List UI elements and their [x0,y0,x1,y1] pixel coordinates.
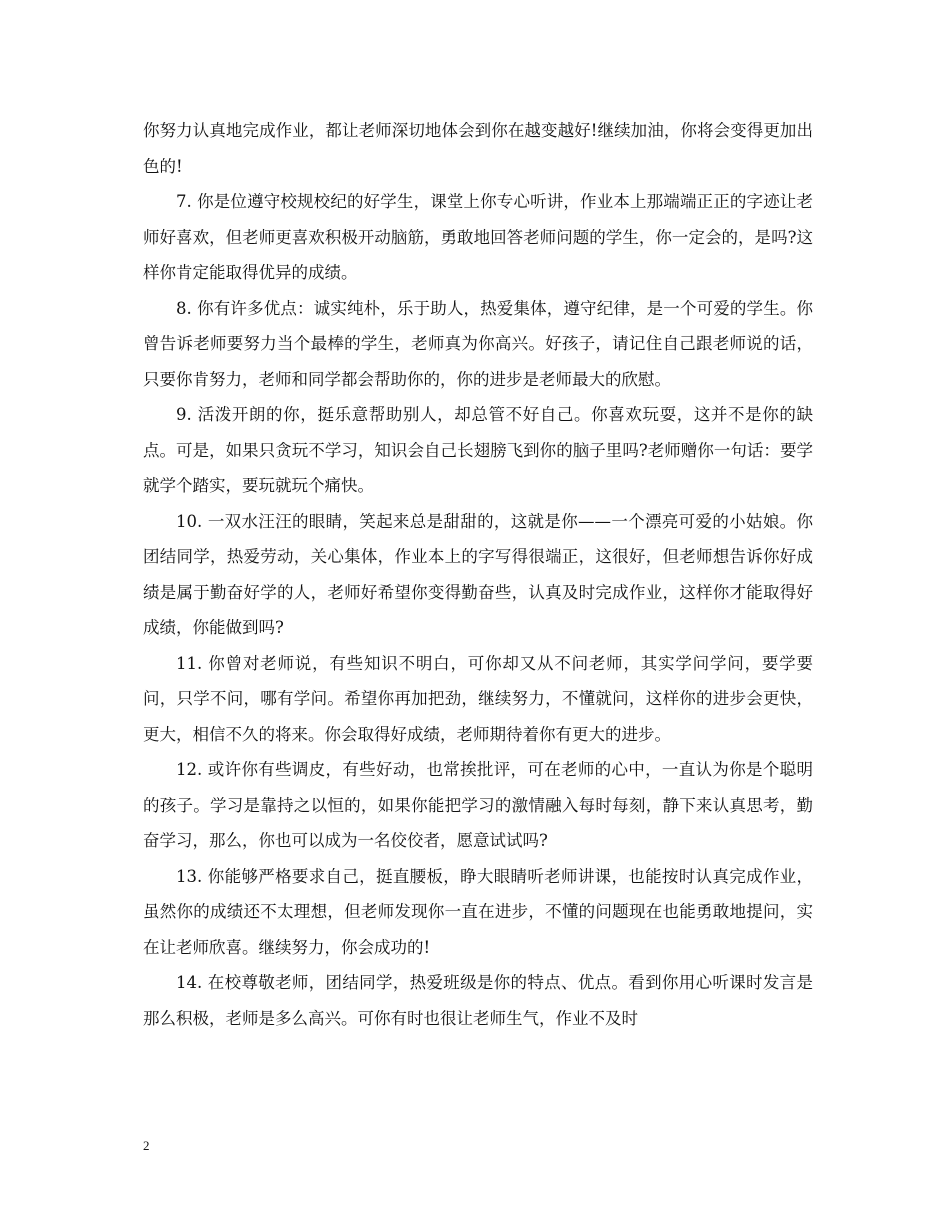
paragraph-item-14: 14. 在校尊敬老师，团结同学，热爱班级是你的特点、优点。看到你用心听课时发言是那么积极，老师是多么高兴。可你有时也很让老师生气，作业不及时 [143,973,813,1028]
paragraph-item-12: 12. 或许你有些调皮，有些好动，也常挨批评，可在老师的心中，一直认为你是个聪明的孩子。学习是靠持之以恒的，如果你能把学习的激情融入每时每刻，静下来认真思考，勤奋学习，那么，你也可以成为一名佼佼者，愿意试试吗? [143,760,813,850]
paragraph-item-8: 8. 你有许多优点：诚实纯朴，乐于助人，热爱集体，遵守纪律，是一个可爱的学生。你曾告诉老师要努力当个最棒的学生，老师真为你高兴。好孩子，请记住自己跟老师说的话，只要你肯努力，老师和同学都会帮助你的，你的进步是老师最大的欣慰。 [143,298,813,389]
paragraph-item-10: 10. 一双水汪汪的眼睛，笑起来总是甜甜的，这就是你——一个漂亮可爱的小姑娘。你团结同学，热爱劳动，关心集体，作业本上的字写得很端正，这很好，但老师想告诉你好成绩是属于勤奋好学的人，老师好希望你变得勤奋些，认真及时完成作业，这样你才能取得好成绩，你能做到吗? [143,511,813,637]
paragraph-item-11: 11. 你曾对老师说，有些知识不明白，可你却又从不问老师，其实学问学问，要学要问，只学不问，哪有学问。希望你再加把劲，继续努力，不懂就问，这样你的进步会更快，更大，相信不久的将来。你会取得好成绩，老师期待着你有更大的进步。 [143,653,813,744]
paragraph-item-9: 9. 活泼开朗的你，挺乐意帮助别人，却总管不好自己。你喜欢玩耍，这并不是你的缺点。可是，如果只贪玩不学习，知识会自己长翅膀飞到你的脑子里吗?老师赠你一句话：要学就学个踏实，要玩就玩个痛快。 [143,405,813,495]
paragraph-item-7: 7. 你是位遵守校规校纪的好学生，课堂上你专心听讲，作业本上那端端正正的字迹让老师好喜欢，但老师更喜欢积极开动脑筋，勇敢地回答老师问题的学生，你一定会的，是吗?这样你肯定能取得优异的成绩。 [143,192,813,282]
paragraph-item-13: 13. 你能够严格要求自己，挺直腰板，睁大眼睛听老师讲课，也能按时认真完成作业，虽然你的成绩还不太理想，但老师发现你一直在进步，不懂的问题现在也能勇敢地提问，实在让老师欣喜。继续努力，你会成功的! [143,866,813,957]
paragraph-continuation: 你努力认真地完成作业，都让老师深切地体会到你在越变越好!继续加油，你将会变得更加出色的! [143,121,813,176]
document-body [143,113,813,1036]
page-number: 2 [143,1138,150,1153]
